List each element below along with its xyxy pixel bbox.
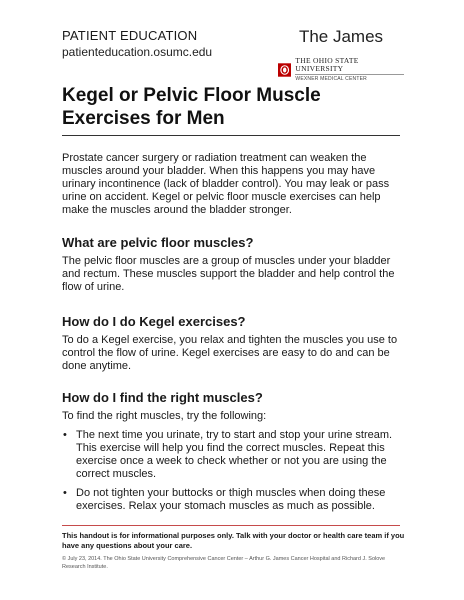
bullet-icon: • — [63, 487, 67, 499]
footer-divider — [62, 525, 400, 526]
section-heading-find-muscles: How do I find the right muscles? — [62, 390, 263, 405]
footer-copyright: © July 23, 2014. The Ohio State University Comprehensive Cancer Center – Arthur G. James Cancer Hospital and Richard J. Solove Research Institute. — [62, 556, 386, 570]
website-url[interactable]: patienteducation.osumc.edu — [62, 45, 213, 59]
list-item-text: Do not tighten your buttocks or thigh muscles when doing these exercises. Relax your stomach muscles as much as possible. — [76, 487, 386, 512]
list-item — [62, 429, 402, 481]
brand-name: The James — [298, 27, 384, 46]
footer-disclaimer: This handout is for informational purposes only. Talk with your doctor or health care team if you have any questions about your care. — [62, 531, 405, 550]
header-left — [62, 28, 212, 60]
university-name: THE OHIO STATE UNIVERSITY — [295, 57, 404, 75]
list-item — [62, 487, 402, 513]
university-logo — [278, 57, 404, 82]
section-heading-how-to: How do I do Kegel exercises? — [62, 314, 246, 329]
section-body-how-to: To do a Kegel exercise, you relax and tighten the muscles you use to control the flow of urine. Kegel exercises are easy to do and can be done anytime. — [62, 334, 398, 372]
section-heading-pelvic-floor: What are pelvic floor muscles? — [62, 235, 254, 250]
section-label: PATIENT EDUCATION — [62, 28, 198, 43]
osu-block-o-icon — [278, 63, 291, 77]
intro-paragraph: Prostate cancer surgery or radiation treatment can weaken the muscles around your bladder. When this happens you may have urinary incontinence (lack of bladder control). You may leak or pass urine on accident. Kegel or pelvic floor muscle exercises can help make the muscles around the bladder stronger. — [62, 152, 390, 216]
brand-block — [278, 27, 404, 82]
section-body-find-muscles: To find the right muscles, try the following: — [62, 410, 267, 422]
university-wordmark — [295, 57, 404, 82]
bullet-icon: • — [63, 429, 67, 441]
page-title: Kegel or Pelvic Floor Muscle Exercises for Men — [62, 85, 321, 129]
section-body-pelvic-floor: The pelvic floor muscles are a group of muscles under your bladder and rectum. These muscles support the bladder and help control the flow of urine. — [62, 255, 395, 293]
medical-center-name: WEXNER MEDICAL CENTER — [295, 76, 367, 82]
title-divider — [62, 135, 400, 136]
instructions-list — [62, 429, 402, 519]
list-item-text: The next time you urinate, try to start and stop your urine stream. This exercise will help you find the correct muscles. Repeat this exercise once a week to check whether or not you are using the correct muscles. — [76, 429, 393, 480]
